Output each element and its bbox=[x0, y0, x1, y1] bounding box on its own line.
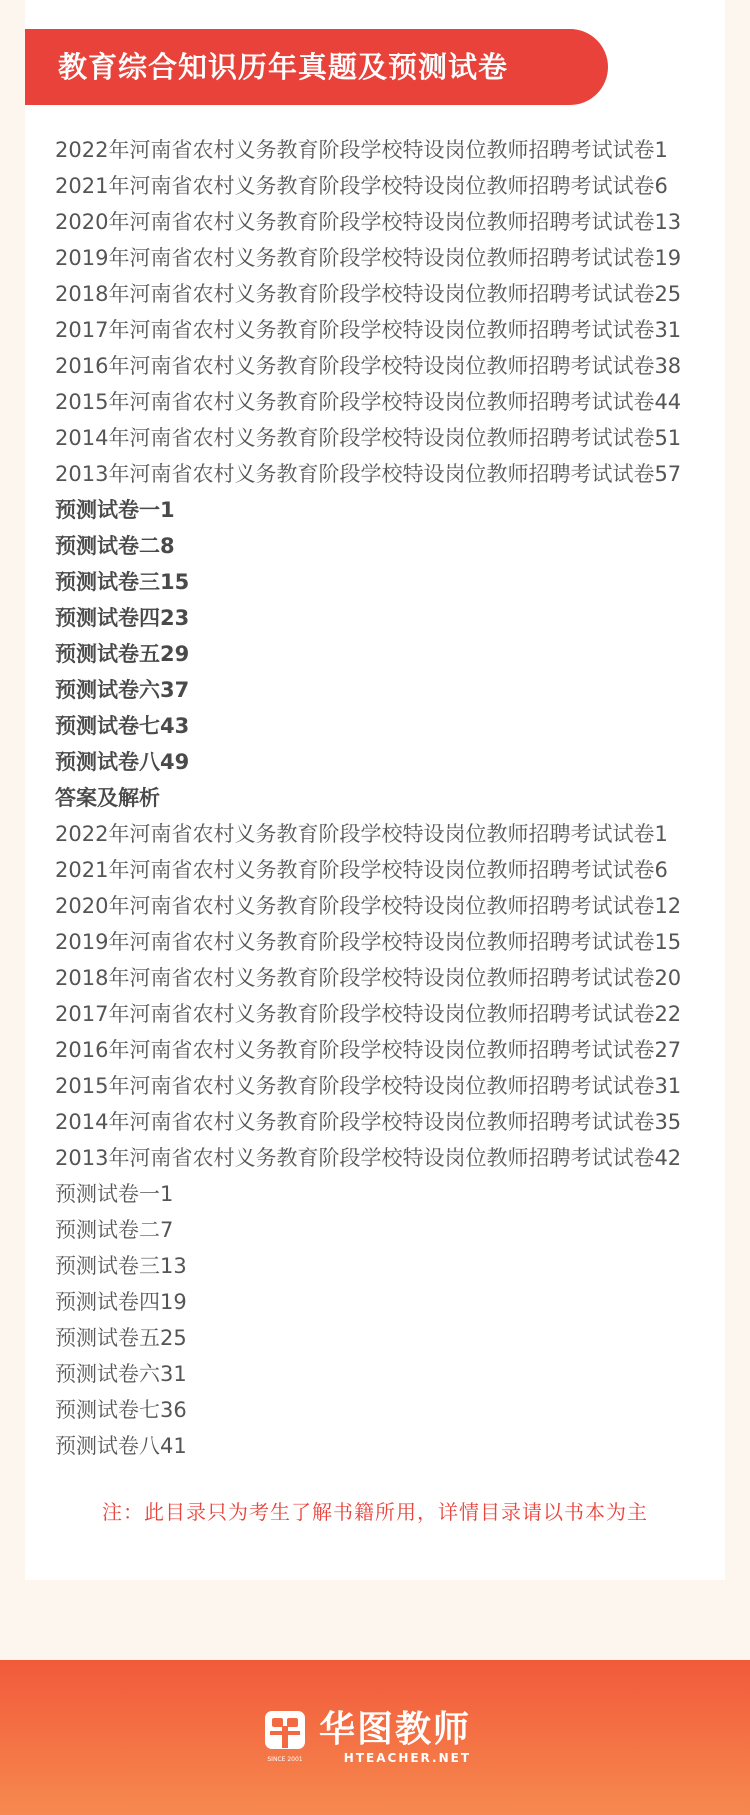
toc-item: 预测试卷二7 bbox=[55, 1218, 174, 1242]
brand-url: HTEACHER.NET bbox=[343, 1751, 472, 1765]
toc-item: 预测试卷七36 bbox=[55, 1398, 187, 1422]
toc-item: 预测试卷五25 bbox=[55, 1326, 187, 1350]
toc-item: 2020年河南省农村义务教育阶段学校特设岗位教师招聘考试试卷13 bbox=[55, 210, 682, 234]
toc-item: 预测试卷四19 bbox=[55, 1290, 187, 1314]
table-of-contents bbox=[55, 132, 715, 1464]
page-title: 教育综合知识历年真题及预测试卷 bbox=[25, 29, 608, 105]
toc-item: 预测试卷四23 bbox=[55, 606, 190, 630]
brand-since: SINCE 2001 bbox=[267, 1756, 303, 1763]
brand-name: 华图教师 bbox=[319, 1709, 472, 1750]
toc-item: 2018年河南省农村义务教育阶段学校特设岗位教师招聘考试试卷25 bbox=[55, 282, 682, 306]
toc-item: 2017年河南省农村义务教育阶段学校特设岗位教师招聘考试试卷31 bbox=[55, 318, 682, 342]
toc-item: 预测试卷六31 bbox=[55, 1362, 187, 1386]
toc-item: 2022年河南省农村义务教育阶段学校特设岗位教师招聘考试试卷1 bbox=[55, 822, 668, 846]
toc-item: 2021年河南省农村义务教育阶段学校特设岗位教师招聘考试试卷6 bbox=[55, 858, 668, 882]
toc-item: 2016年河南省农村义务教育阶段学校特设岗位教师招聘考试试卷27 bbox=[55, 1038, 682, 1062]
brand-logo[interactable] bbox=[263, 1704, 471, 1770]
toc-item: 预测试卷一1 bbox=[55, 498, 175, 522]
toc-item: 2014年河南省农村义务教育阶段学校特设岗位教师招聘考试试卷51 bbox=[55, 426, 682, 450]
toc-item: 2022年河南省农村义务教育阶段学校特设岗位教师招聘考试试卷1 bbox=[55, 138, 668, 162]
toc-item: 预测试卷一1 bbox=[55, 1182, 174, 1206]
toc-item: 2013年河南省农村义务教育阶段学校特设岗位教师招聘考试试卷57 bbox=[55, 462, 682, 486]
toc-item: 预测试卷五29 bbox=[55, 642, 190, 666]
toc-item: 预测试卷七43 bbox=[55, 714, 190, 738]
toc-item: 预测试卷三13 bbox=[55, 1254, 187, 1278]
toc-item: 预测试卷六37 bbox=[55, 678, 190, 702]
toc-item: 预测试卷八41 bbox=[55, 1434, 187, 1458]
disclaimer-note: 注：此目录只为考生了解书籍所用，详情目录请以书本为主 bbox=[102, 1500, 648, 1524]
toc-item: 2016年河南省农村义务教育阶段学校特设岗位教师招聘考试试卷38 bbox=[55, 354, 682, 378]
toc-item: 2013年河南省农村义务教育阶段学校特设岗位教师招聘考试试卷42 bbox=[55, 1146, 682, 1170]
toc-item: 2015年河南省农村义务教育阶段学校特设岗位教师招聘考试试卷31 bbox=[55, 1074, 682, 1098]
huatu-logo-icon bbox=[263, 1709, 307, 1765]
toc-item: 2015年河南省农村义务教育阶段学校特设岗位教师招聘考试试卷44 bbox=[55, 390, 682, 414]
footer-banner bbox=[0, 1660, 750, 1815]
toc-item: 2019年河南省农村义务教育阶段学校特设岗位教师招聘考试试卷19 bbox=[55, 246, 682, 270]
toc-item: 答案及解析 bbox=[55, 786, 160, 810]
toc-item: 预测试卷二8 bbox=[55, 534, 175, 558]
brand-text bbox=[319, 1709, 471, 1765]
toc-item: 2014年河南省农村义务教育阶段学校特设岗位教师招聘考试试卷35 bbox=[55, 1110, 682, 1134]
toc-item: 2019年河南省农村义务教育阶段学校特设岗位教师招聘考试试卷15 bbox=[55, 930, 682, 954]
toc-item: 2020年河南省农村义务教育阶段学校特设岗位教师招聘考试试卷12 bbox=[55, 894, 682, 918]
toc-item: 预测试卷八49 bbox=[55, 750, 190, 774]
toc-item: 2017年河南省农村义务教育阶段学校特设岗位教师招聘考试试卷22 bbox=[55, 1002, 682, 1026]
toc-item: 2021年河南省农村义务教育阶段学校特设岗位教师招聘考试试卷6 bbox=[55, 174, 668, 198]
toc-item: 2018年河南省农村义务教育阶段学校特设岗位教师招聘考试试卷20 bbox=[55, 966, 682, 990]
toc-item: 预测试卷三15 bbox=[55, 570, 190, 594]
